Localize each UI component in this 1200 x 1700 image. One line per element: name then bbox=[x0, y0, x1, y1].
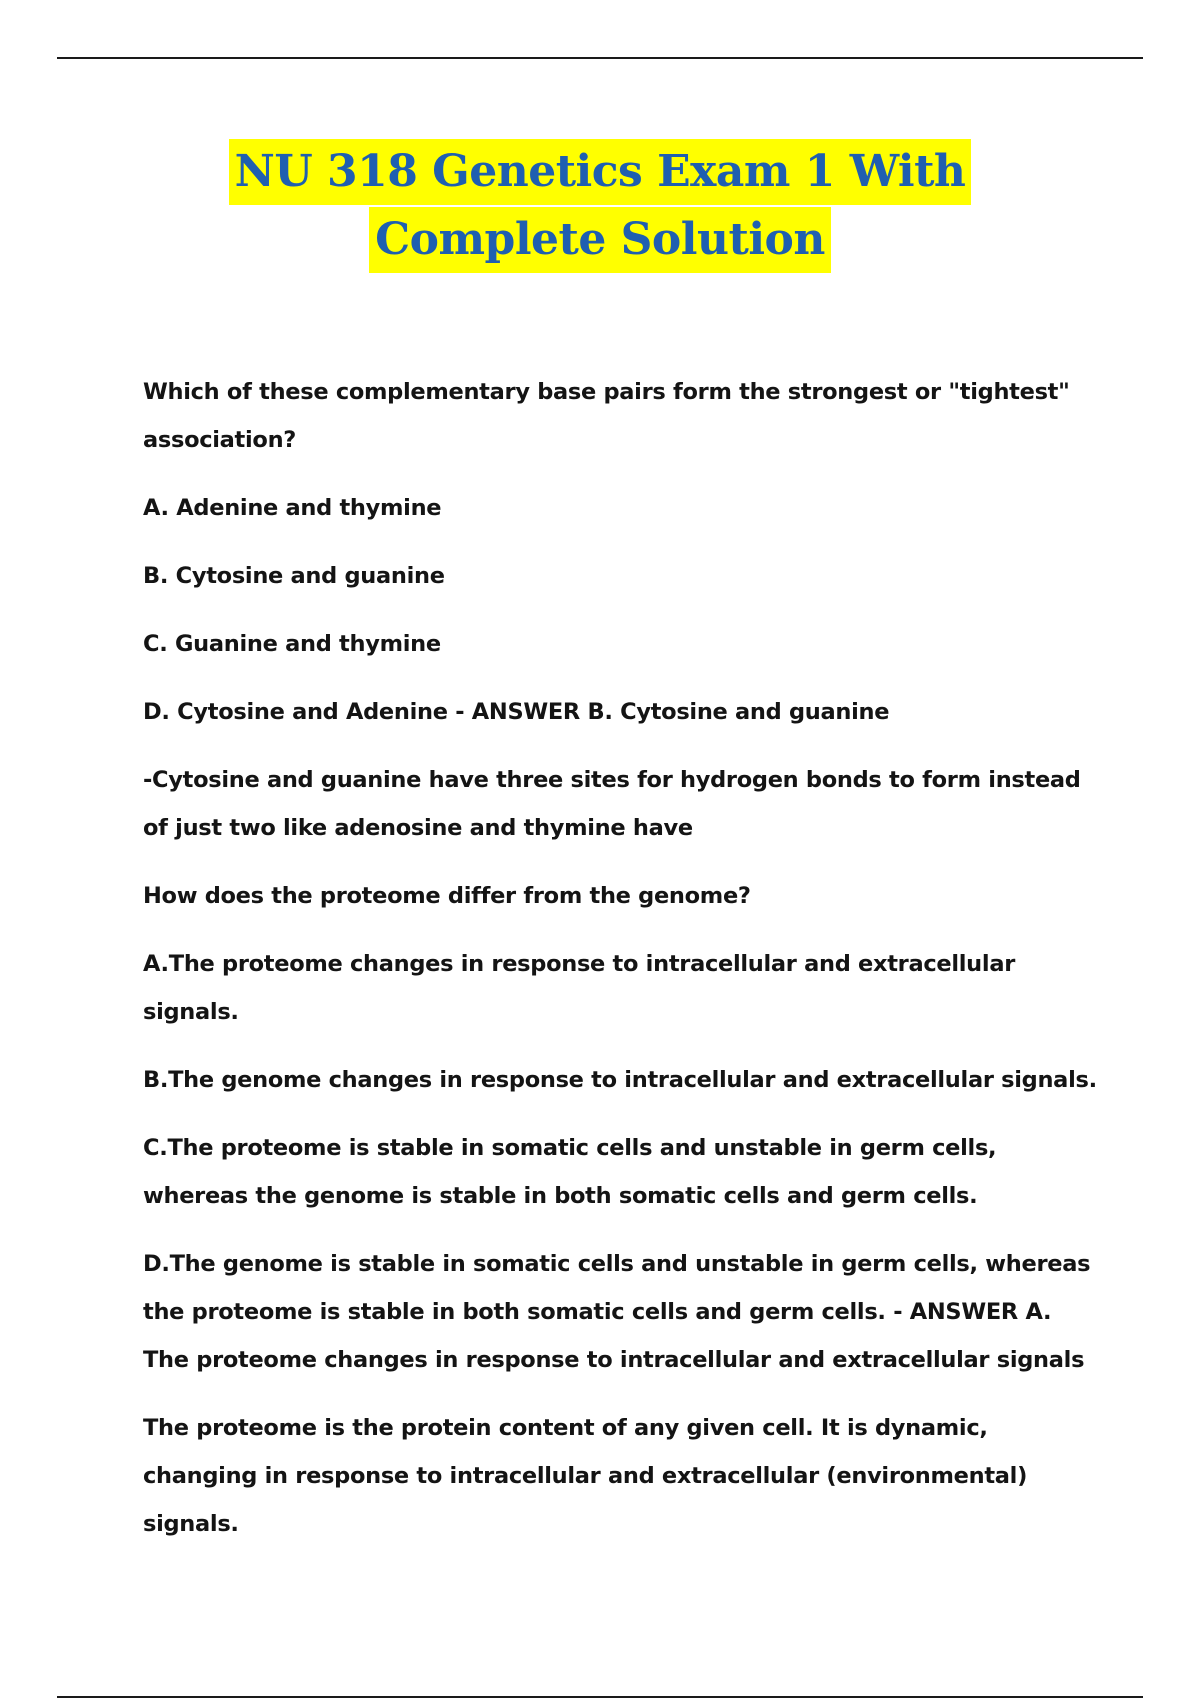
document-title bbox=[0, 139, 1200, 273]
question-1-option-d-answer: D. Cytosine and Adenine - ANSWER B. Cytosine and guanine bbox=[143, 699, 890, 725]
question-2-option-d-answer: D.The genome is stable in somatic cells and unstable in germ cells, whereas the proteome is stable in both somatic cells and germ cells. - ANSWER A. The proteome changes in response to intracellular and extracellular signals bbox=[143, 1251, 1091, 1373]
bottom-rule bbox=[57, 1696, 1143, 1698]
question-1-stem: Which of these complementary base pairs form the strongest or "tightest" association? bbox=[143, 379, 1070, 453]
question-2-explanation: The proteome is the protein content of any given cell. It is dynamic, changing in response to intracellular and extracellular (environmental) signals. bbox=[143, 1415, 1028, 1537]
title-line-2: Complete Solution bbox=[369, 207, 831, 273]
title-line-1: NU 318 Genetics Exam 1 With bbox=[229, 139, 972, 205]
top-rule bbox=[57, 57, 1143, 59]
question-2-option-a: A.The proteome changes in response to intracellular and extracellular signals. bbox=[143, 951, 1015, 1025]
document-body bbox=[143, 368, 1103, 1568]
question-1-option-a: A. Adenine and thymine bbox=[143, 495, 442, 521]
question-1-option-b: B. Cytosine and guanine bbox=[143, 563, 445, 589]
question-1-option-c: C. Guanine and thymine bbox=[143, 631, 441, 657]
question-2-option-c: C.The proteome is stable in somatic cells and unstable in germ cells, whereas the genome is stable in both somatic cells and germ cells. bbox=[143, 1135, 997, 1209]
question-2-option-b: B.The genome changes in response to intracellular and extracellular signals. bbox=[143, 1067, 1097, 1093]
question-2-stem: How does the proteome differ from the genome? bbox=[143, 883, 751, 909]
question-1-explanation: -Cytosine and guanine have three sites for hydrogen bonds to form instead of just two like adenosine and thymine have bbox=[143, 767, 1081, 841]
